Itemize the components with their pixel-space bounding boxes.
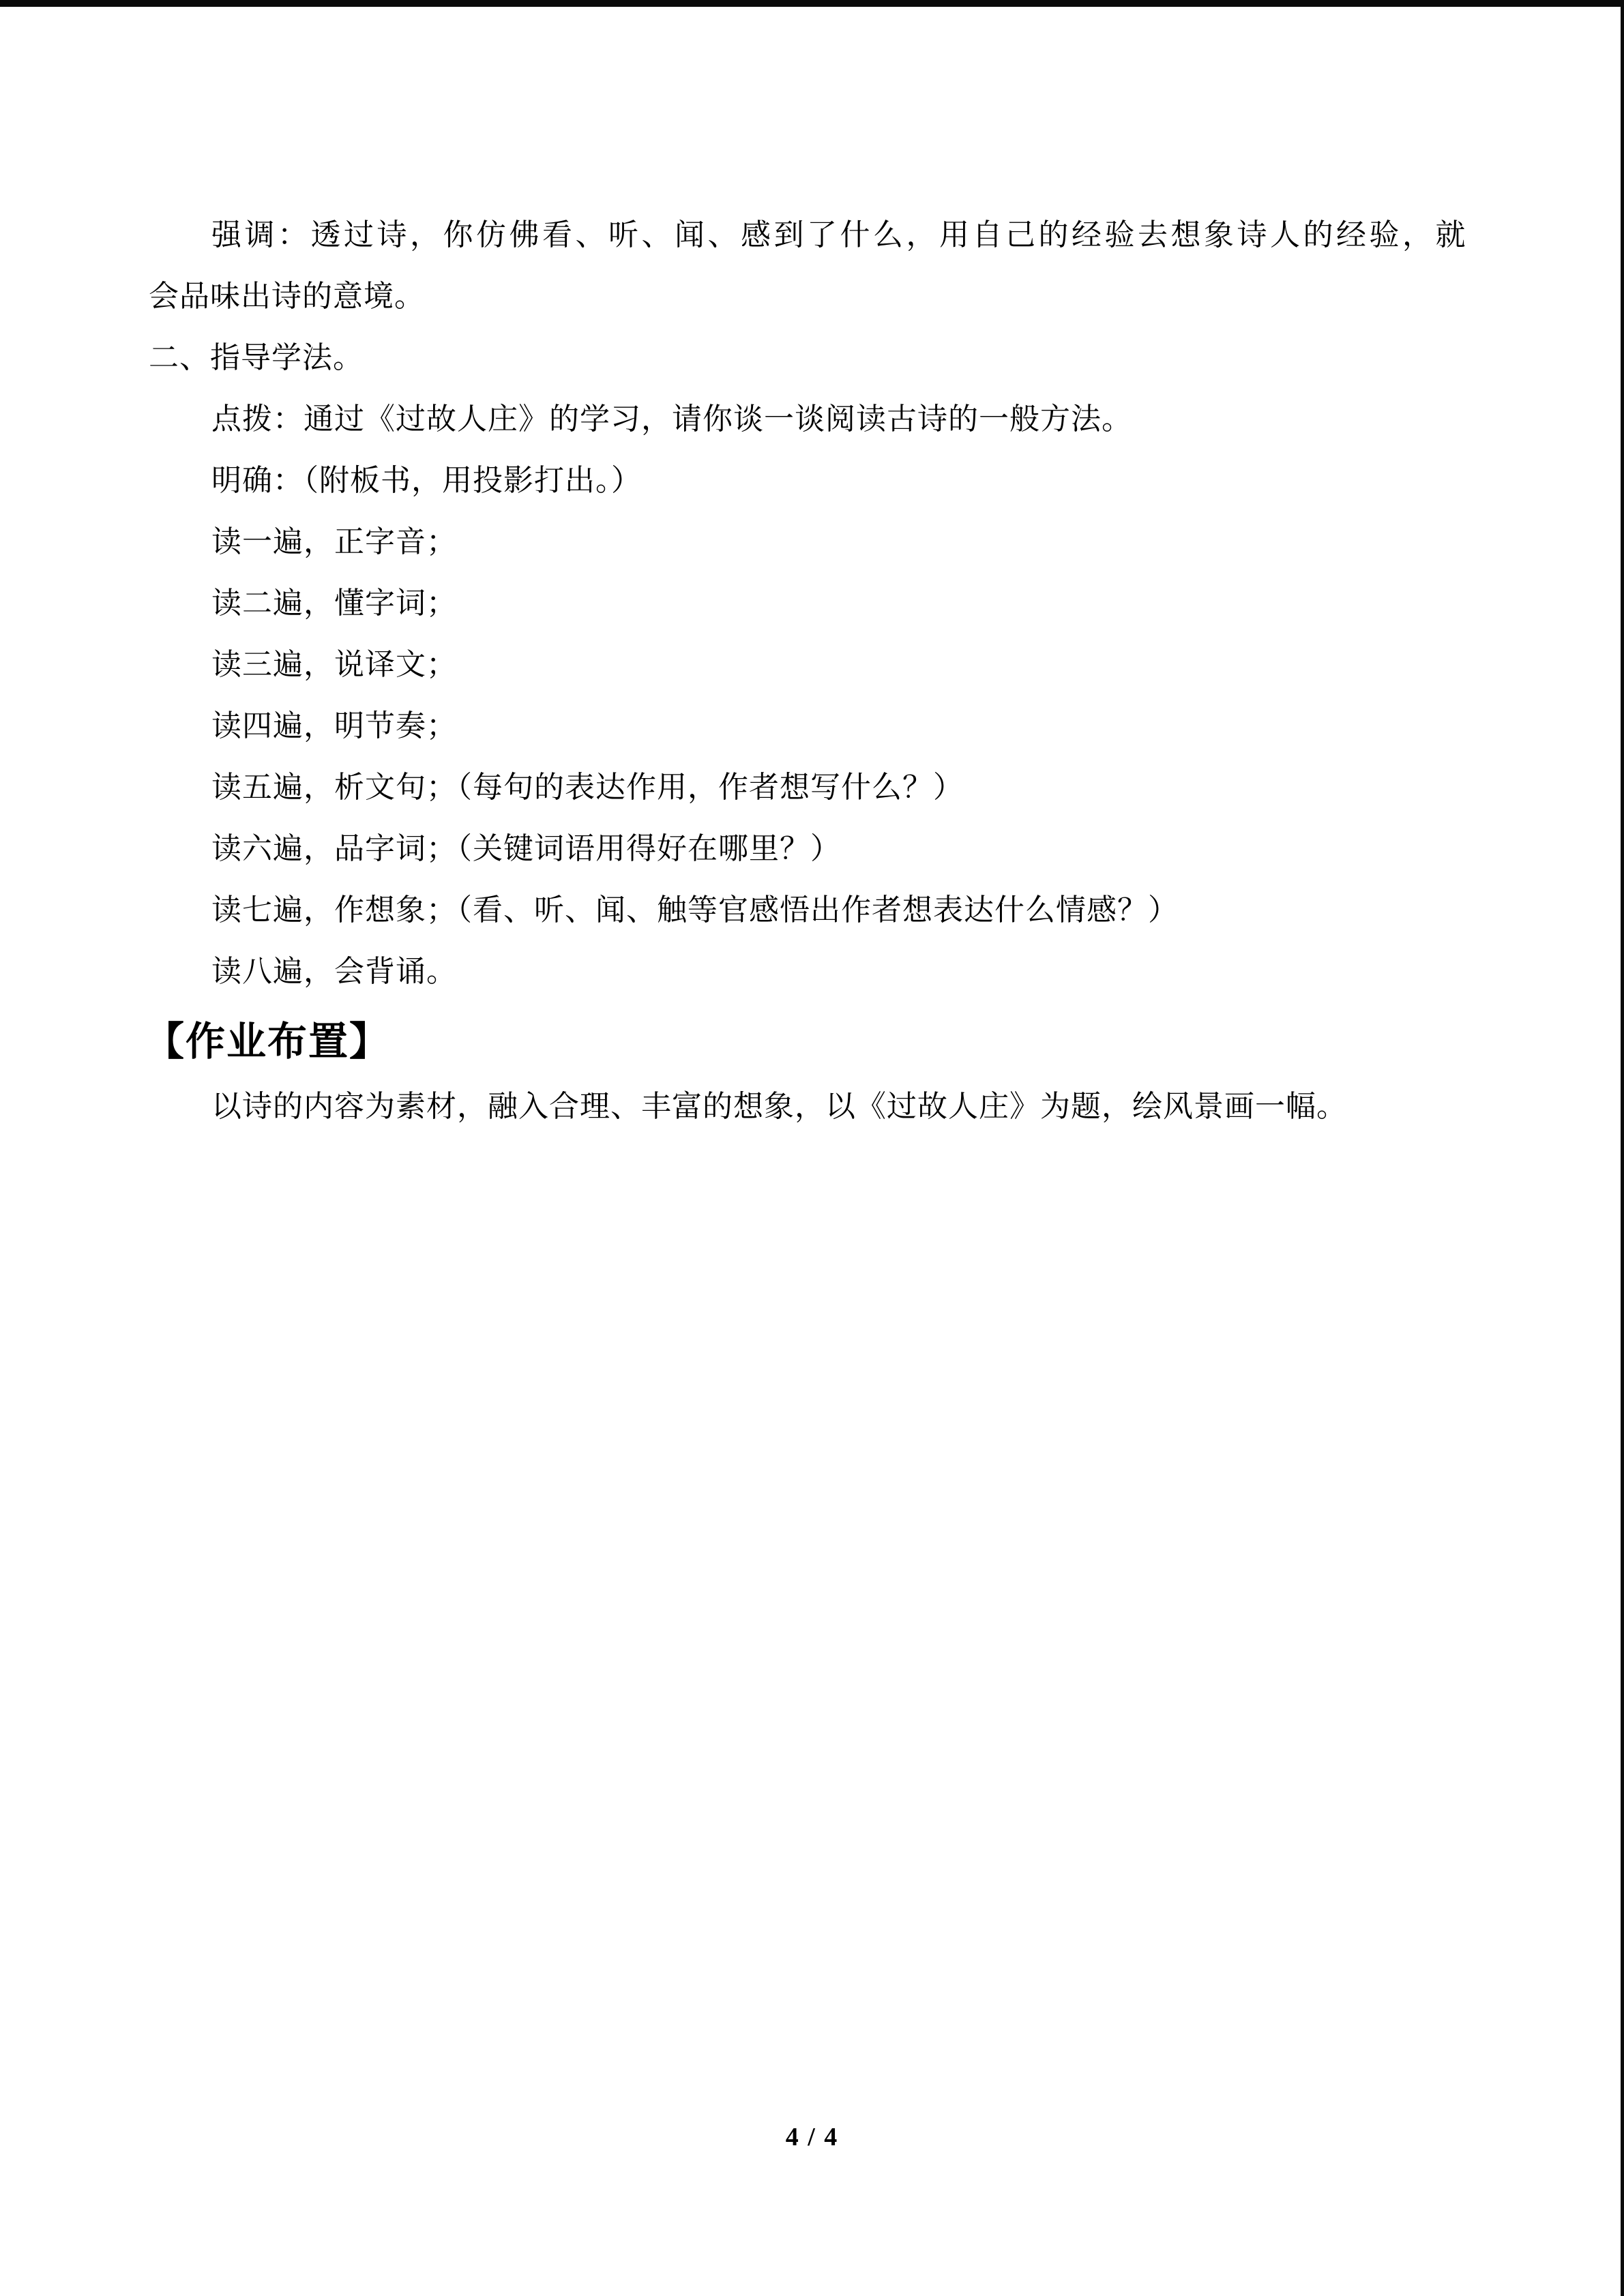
- page-number: 4 / 4: [785, 2123, 839, 2151]
- paragraph-line: 会品味出诗的意境。: [149, 280, 425, 313]
- paragraph-line: 读三遍，说译文；: [211, 648, 457, 681]
- paragraph-line: 二、指导学法。: [149, 341, 364, 374]
- section-heading-homework: 【作业布置】: [145, 1019, 391, 1064]
- paragraph-line: 读五遍，析文句；（每句的表达作用，作者想写什么？）: [211, 771, 964, 804]
- paragraph-line: 读四遍，明节奏；: [211, 709, 457, 743]
- scan-edge-right: [1621, 0, 1624, 2296]
- paragraph-line: 读二遍，懂字词；: [211, 586, 457, 620]
- paragraph-line: 明确：（附板书，用投影打出。）: [211, 464, 642, 497]
- assignment-line: 以诗的内容为素材，融入合理、丰富的想象，以《过故人庄》为题，绘风景画一幅。: [211, 1090, 1347, 1123]
- paragraph-line: 点拨：通过《过故人庄》的学习，请你谈一谈阅读古诗的一般方法。: [211, 402, 1132, 436]
- scan-edge-top: [0, 0, 1624, 7]
- document-body: [145, 205, 1477, 1137]
- paragraph-line: 读一遍，正字音；: [211, 525, 457, 558]
- paragraph-line: 读八遍，会背诵。: [211, 955, 457, 988]
- paragraph-line: 读七遍，作想象；（看、听、闻、触等官感悟出作者想表达什么情感？）: [211, 893, 1179, 927]
- paragraph-line: 强调：透过诗，你仿佛看、听、闻、感到了什么，用自己的经验去想象诗人的经验，就: [211, 218, 1468, 252]
- paragraph-line: 读六遍，品字词；（关键词语用得好在哪里？）: [211, 832, 841, 865]
